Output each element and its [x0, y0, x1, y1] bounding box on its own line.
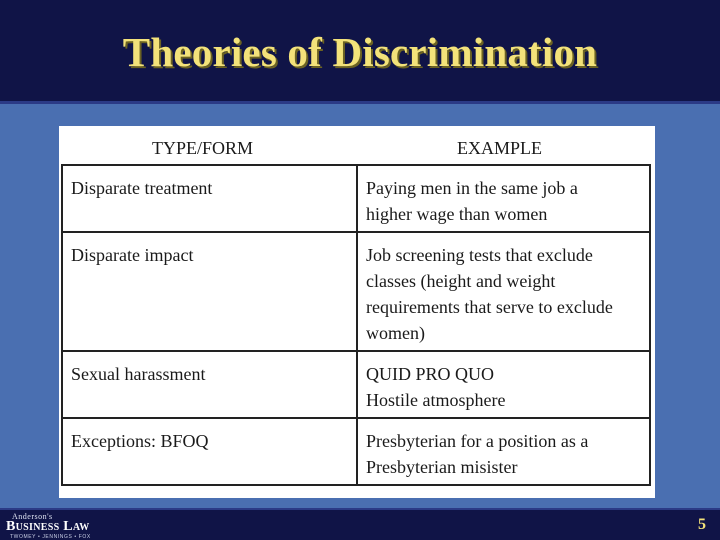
table-row: [62, 351, 650, 418]
example-cell: [357, 232, 650, 351]
example-line: Job screening tests that exclude: [365, 245, 593, 265]
business-law-logo: [6, 512, 116, 540]
type-cell: Sexual harassment: [62, 351, 357, 418]
example-line: Presbyterian for a position as a: [365, 431, 589, 451]
example-line: requirements that serve to exclude: [365, 297, 613, 317]
example-line: QUID PRO QUO: [365, 364, 494, 384]
page-number: 5: [698, 516, 706, 533]
table-row: [62, 418, 650, 485]
content-box: [59, 126, 655, 498]
example-cell: [357, 165, 650, 232]
example-line: Hostile atmosphere: [365, 390, 506, 410]
footer-bar: [0, 508, 720, 540]
logo-top-text: Anderson's: [12, 512, 53, 521]
table-row: [62, 165, 650, 232]
example-line: Presbyterian misister: [365, 457, 518, 477]
header-example: EXAMPLE: [457, 138, 542, 158]
logo-main-text: Business Law: [6, 519, 90, 534]
example-cell: [357, 351, 650, 418]
example-line: Paying men in the same job a: [365, 178, 578, 198]
title-bar: [0, 0, 720, 104]
example-line: higher wage than women: [365, 204, 548, 224]
type-cell: Exceptions: BFOQ: [62, 418, 357, 485]
example-line: women): [365, 323, 425, 343]
example-cell: [357, 418, 650, 485]
header-type-form: TYPE/FORM: [152, 138, 254, 158]
table-row: [62, 232, 650, 351]
theories-table: [61, 164, 651, 486]
example-line: classes (height and weight: [365, 271, 556, 291]
type-cell: Disparate treatment: [62, 165, 357, 232]
type-cell: Disparate impact: [62, 232, 357, 351]
logo-authors-text: TWOMEY • JENNINGS • FOX: [10, 534, 91, 540]
slide-title: Theories of Discrimination: [122, 29, 598, 75]
table-header-row: [59, 138, 655, 164]
